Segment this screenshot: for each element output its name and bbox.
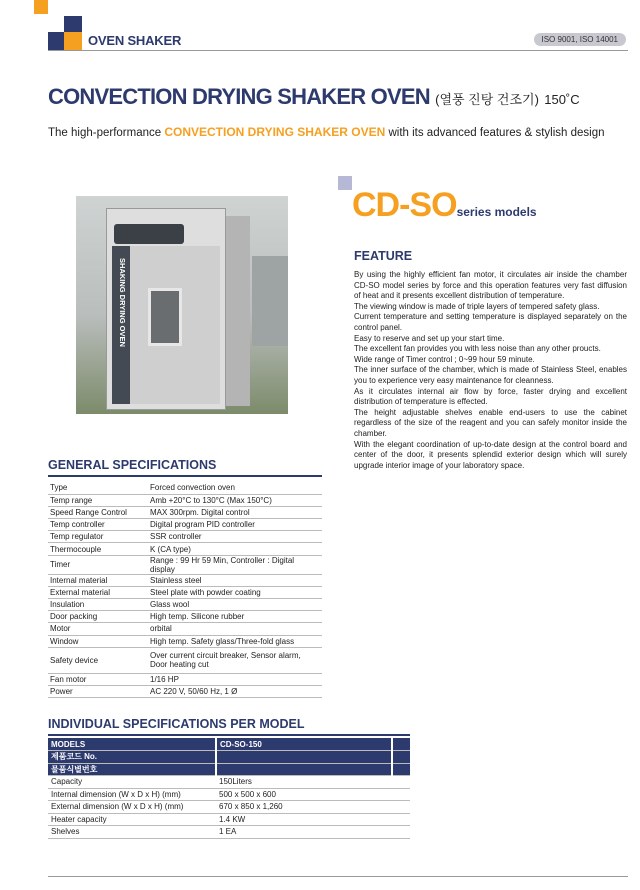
table-header-row — [48, 751, 410, 764]
table-header-row — [48, 738, 410, 751]
series-square — [338, 176, 352, 190]
header-empty — [392, 738, 410, 751]
spec-key: External dimension (W x D x H) (mm) — [48, 801, 216, 814]
spec-key: Motor — [48, 623, 148, 635]
spec-key: Internal material — [48, 574, 148, 586]
logo-square-orange — [64, 32, 82, 50]
spec-value-line: Door heating cut — [150, 660, 209, 670]
feature-heading: FEATURE — [354, 249, 413, 263]
spec-value: 670 x 850 x 1,260 — [216, 801, 392, 814]
feature-paragraph: Wide range of Timer control ; 0~99 hour 59 minute. — [354, 354, 535, 364]
table-row — [48, 531, 322, 543]
table-row — [48, 788, 410, 801]
spec-value: SSR controller — [148, 531, 322, 543]
page-title — [48, 84, 580, 110]
table-row — [48, 574, 322, 586]
spec-key: Power — [48, 685, 148, 697]
header-empty — [392, 763, 410, 776]
tagline — [48, 125, 605, 139]
spec-value: Amb +20°C to 130°C (Max 150°C) — [148, 494, 322, 506]
tagline-before: The high-performance — [48, 127, 165, 139]
feature-paragraph: The inner surface of the chamber, which is made of Stainless Steel, enables you to experience very easy maintenance for cleanness. — [354, 365, 627, 385]
table-row — [48, 494, 322, 506]
spec-value: High temp. Safety glass/Three-fold glass — [148, 635, 322, 647]
tagline-after: with its advanced features & stylish design — [385, 127, 605, 139]
feature-paragraph: Easy to reserve and set up your start time. — [354, 333, 505, 343]
spec-value: Steel plate with powder coating — [148, 586, 322, 598]
table-row — [48, 673, 322, 685]
tagline-highlight: CONVECTION DRYING SHAKER OVEN — [164, 125, 386, 139]
feature-paragraph: Current temperature and setting temperature is displayed separately on the control panel. — [354, 312, 627, 332]
table-row — [48, 635, 322, 647]
spec-value: 150Liters — [216, 776, 392, 789]
spec-value: High temp. Silicone rubber — [148, 611, 322, 623]
spec-value: 500 x 500 x 600 — [216, 788, 392, 801]
spec-value — [148, 647, 322, 673]
table-row — [48, 685, 322, 697]
table-row — [48, 826, 410, 839]
spec-key: Timer — [48, 555, 148, 574]
title-main: CONVECTION DRYING SHAKER OVEN — [48, 84, 430, 109]
spec-value: 1 EA — [216, 826, 392, 839]
spec-key: Heater capacity — [48, 813, 216, 826]
table-row — [48, 543, 322, 555]
table-row — [48, 586, 322, 598]
header-value: CD-SO-150 — [216, 738, 392, 751]
spec-key: Speed Range Control — [48, 506, 148, 518]
individual-specs-heading: INDIVIDUAL SPECIFICATIONS PER MODEL — [48, 717, 305, 731]
spec-value: K (CA type) — [148, 543, 322, 555]
series-code: CD-SO — [352, 186, 457, 224]
title-korean: (열풍 진탕 건조기) — [435, 92, 539, 107]
header-value — [216, 751, 392, 764]
header-key: 물품식별번호 — [48, 763, 216, 776]
feature-paragraph: The viewing window is made of triple layers of tempered safety glass. — [354, 301, 600, 311]
spec-value: 1.4 KW — [216, 813, 392, 826]
product-label: SHAKING DRYING OVEN — [118, 258, 127, 347]
feature-paragraph: The height adjustable shelves enable end-users to use the cabinet regardless of the size of the reagent and you can safely monitor inside the chamber. — [354, 407, 627, 438]
individual-specs-rule — [48, 734, 410, 736]
spec-key: Temp regulator — [48, 531, 148, 543]
logo-square-orange-top — [34, 0, 48, 14]
spec-value: Glass wool — [148, 599, 322, 611]
spec-key: Safety device — [48, 647, 148, 673]
header-key: 제품코드 No. — [48, 751, 216, 764]
feature-paragraph: The excellent fan provides you with less noise than any other proucts. — [354, 344, 601, 354]
title-temp: 150˚C — [544, 92, 580, 107]
table-row — [48, 506, 322, 518]
header-key: MODELS — [48, 738, 216, 751]
feature-paragraph: By using the highly efficient fan motor, it circulates air inside the chamber CD-SO model series by force and this operation features very fast diffusion of heat and it presents excellent distribution of temperature. — [354, 270, 627, 301]
feature-paragraph: As it circulates internal air flow by force, faster drying and excellent distribution of temperature is effected. — [354, 386, 627, 407]
table-row — [48, 555, 322, 574]
general-specs-table — [48, 482, 322, 698]
spec-value: 1/16 HP — [148, 673, 322, 685]
section-label: OVEN SHAKER — [88, 33, 182, 48]
table-row — [48, 647, 322, 673]
product-photo — [76, 196, 288, 414]
spec-key: Fan motor — [48, 673, 148, 685]
spec-key: Thermocouple — [48, 543, 148, 555]
spec-key: Temp controller — [48, 519, 148, 531]
spec-value: orbital — [148, 623, 322, 635]
iso-badge: ISO 9001, ISO 14001 — [534, 33, 627, 46]
table-row — [48, 801, 410, 814]
table-row — [48, 776, 410, 789]
header-divider — [48, 50, 628, 51]
spec-key: Internal dimension (W x D x H) (mm) — [48, 788, 216, 801]
table-row — [48, 611, 322, 623]
spec-key: Door packing — [48, 611, 148, 623]
spec-value: Forced convection oven — [148, 482, 322, 494]
spec-value: MAX 300rpm. Digital control — [148, 506, 322, 518]
spec-value: Stainless steel — [148, 574, 322, 586]
series-title — [352, 186, 537, 225]
header-value — [216, 763, 392, 776]
footer-divider — [48, 876, 628, 877]
product-label-svg — [76, 196, 288, 414]
table-row — [48, 519, 322, 531]
general-specs-rule — [48, 475, 322, 477]
table-header-row — [48, 763, 410, 776]
spec-key: External material — [48, 586, 148, 598]
table-row — [48, 813, 410, 826]
header-empty — [392, 751, 410, 764]
feature-body — [354, 270, 627, 471]
series-label: series models — [456, 205, 537, 219]
spec-value: AC 220 V, 50/60 Hz, 1 Ø — [148, 685, 322, 697]
spec-key: Shelves — [48, 826, 216, 839]
spec-value: Range : 99 Hr 59 Min, Controller : Digital display — [148, 555, 322, 574]
general-specs-heading: GENERAL SPECIFICATIONS — [48, 458, 217, 472]
spec-key: Window — [48, 635, 148, 647]
spec-key: Temp range — [48, 494, 148, 506]
feature-paragraph: With the elegant coordination of up-to-date design at the control board and center of the door, it presents splendid exterior design which will surely upgrade interior image of your laboratory space. — [354, 439, 627, 470]
table-row — [48, 623, 322, 635]
table-row — [48, 599, 322, 611]
spec-value-line: Over current circuit breaker, Sensor alarm, — [150, 651, 301, 661]
table-row — [48, 482, 322, 494]
spec-key: Insulation — [48, 599, 148, 611]
spec-key: Type — [48, 482, 148, 494]
spec-key: Capacity — [48, 776, 216, 789]
spec-value: Digital program PID controller — [148, 519, 322, 531]
individual-specs-table — [48, 738, 410, 839]
